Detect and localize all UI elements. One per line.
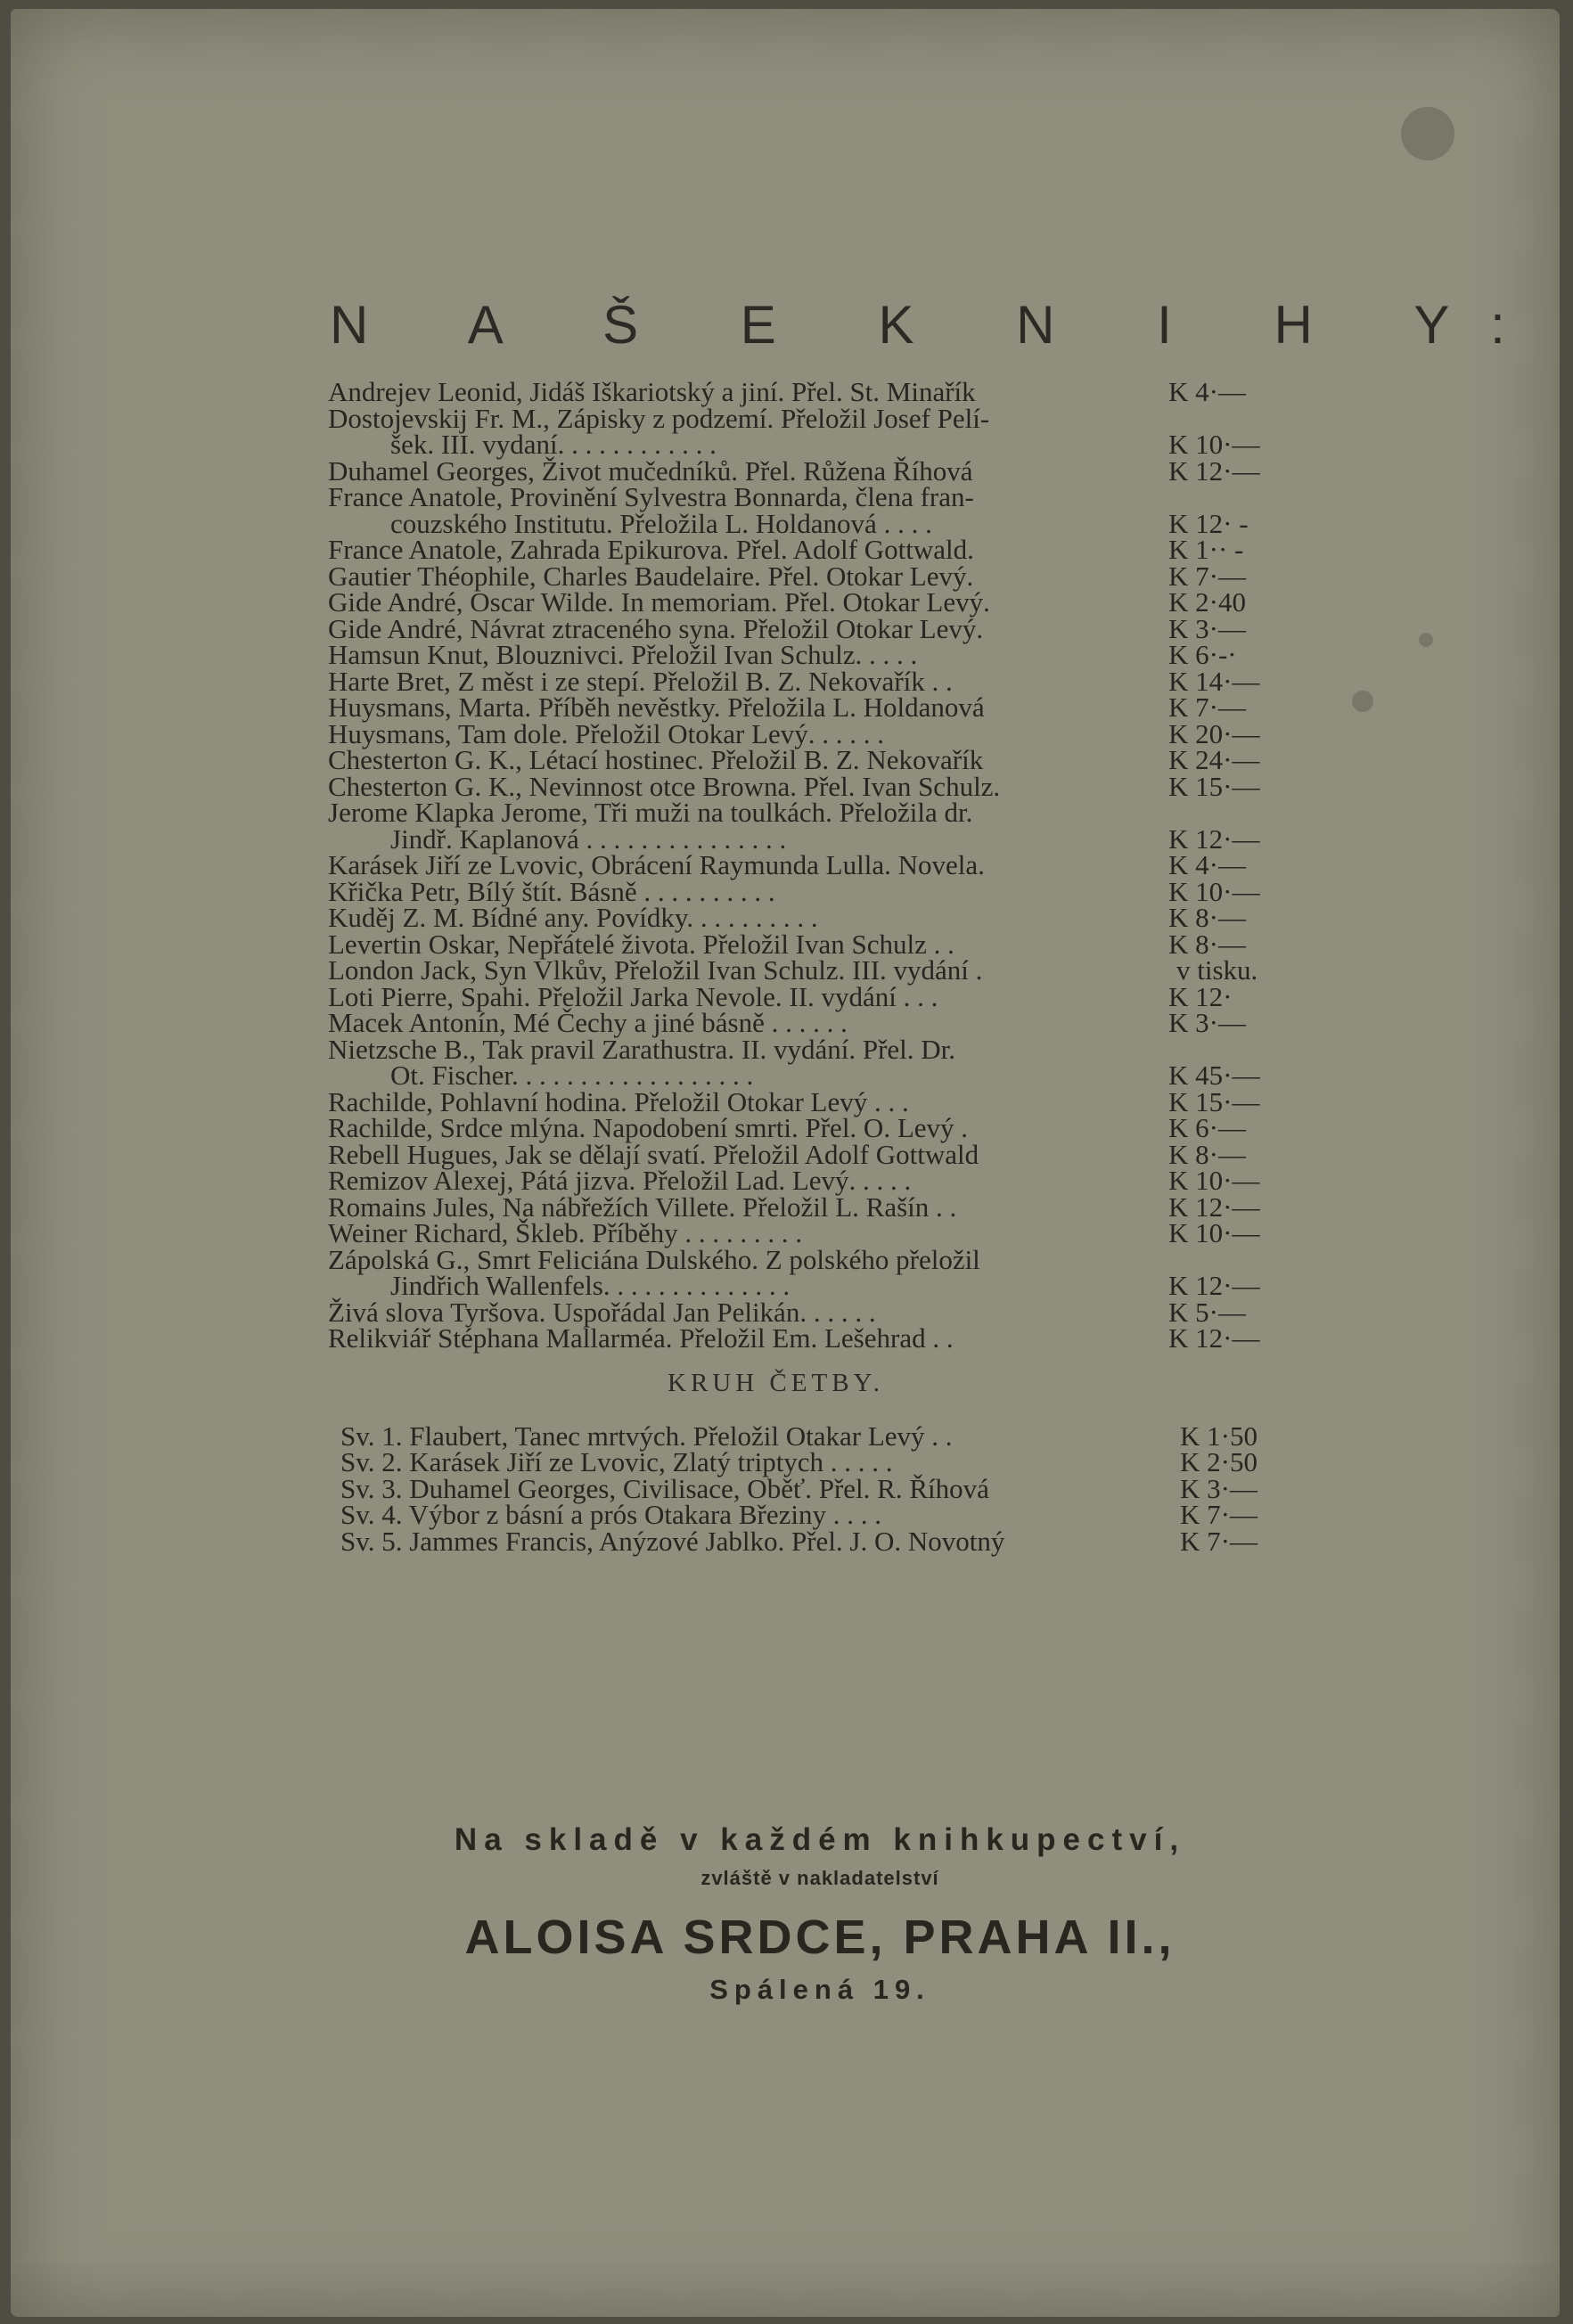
entry-price: K 1·· - xyxy=(1168,534,1244,565)
entry-title: Jindřich Wallenfels. . . . . . . . . . . . . . xyxy=(390,1270,791,1301)
entry-title: Remizov Alexej, Pátá jizva. Přeložil Lad. Levý. . . . . xyxy=(328,1165,912,1196)
entry-price: K 14·— xyxy=(1168,665,1260,697)
entry-price: K 3·— xyxy=(1180,1472,1258,1504)
entry-title: Zápolská G., Smrt Feliciána Dulského. Z polského přeložil xyxy=(328,1243,980,1275)
book-entry xyxy=(328,507,1295,539)
entry-price: K 8·— xyxy=(1168,1138,1246,1170)
entry-price: K 12·— xyxy=(1168,1191,1260,1223)
publisher-footer xyxy=(294,1822,1346,2006)
entry-price: K 4·— xyxy=(1168,849,1246,880)
entry-price: K 45·— xyxy=(1168,1060,1260,1091)
entry-title: Romains Jules, Na nábřežích Villete. Přeložil L. Rašín . . xyxy=(328,1191,957,1223)
entry-title: Karásek Jiří ze Lvovic, Obrácení Raymunda Lulla. Novela. xyxy=(328,849,985,880)
series-entry xyxy=(328,1446,1295,1477)
entry-price: K 10·— xyxy=(1168,429,1260,460)
book-entry xyxy=(328,799,1295,826)
entry-price: K 12·— xyxy=(1168,822,1260,855)
book-entry xyxy=(328,691,1295,723)
entry-price: K 15·— xyxy=(1168,1085,1260,1117)
entry-title: Sv. 5. Jammes Francis, Anýzové Jablko. Přel. J. O. Novotný xyxy=(340,1525,1005,1557)
entry-price: K 10·— xyxy=(1168,875,1260,907)
entry-title: Harte Bret, Z měst i ze stepí. Přeložil B. Z. Nekovařík . . xyxy=(328,665,953,697)
book-entry xyxy=(328,849,1295,880)
entry-title: France Anatole, Zahrada Epikurova. Přel. Adolf Gottwald. xyxy=(328,534,974,565)
book-entry xyxy=(328,586,1295,618)
entry-title: Dostojevskij Fr. M., Zápisky z podzemí. Přeložil Josef Pelí- xyxy=(328,402,990,434)
entry-title: Kuděj Z. M. Bídné any. Povídky. . . . . . . . . . xyxy=(328,902,818,933)
series-entry xyxy=(328,1472,1295,1504)
entry-price: K 6·— xyxy=(1168,1112,1246,1143)
paper-stain xyxy=(1419,633,1433,647)
book-entry xyxy=(328,822,1295,855)
book-entry xyxy=(328,1191,1295,1223)
book-entry xyxy=(328,1033,1295,1065)
entry-price: K 7·— xyxy=(1180,1525,1258,1557)
book-entry xyxy=(328,904,1295,931)
entry-title: Duhamel Georges, Život mučedníků. Přel. Růžena Říhová xyxy=(328,454,973,487)
entry-price: K 15·— xyxy=(1168,770,1260,802)
footer-line-1: Na skladě v každém knihkupectví, xyxy=(454,1822,1186,1857)
book-entry xyxy=(328,1112,1295,1143)
book-entry xyxy=(328,1296,1295,1328)
series-entry xyxy=(328,1420,1295,1452)
book-entry xyxy=(328,717,1295,749)
entry-title: Rebell Hugues, Jak se dělají svatí. Přeložil Adolf Gottwald xyxy=(328,1138,979,1170)
entry-title: Chesterton G. K., Létací hostinec. Přeložil B. Z. Nekovařík xyxy=(328,744,984,775)
book-entry xyxy=(328,560,1295,592)
entry-price: K 7·— xyxy=(1180,1499,1258,1530)
footer-line-2: zvláště v nakladatelství xyxy=(700,1867,939,1889)
entry-title: London Jack, Syn Vlkův, Přeložil Ivan Schulz. III. vydání . xyxy=(328,954,983,986)
book-entry xyxy=(328,980,1295,1012)
book-entry xyxy=(328,1085,1295,1117)
entry-price: K 12· xyxy=(1168,980,1233,1012)
entry-price: K 2·40 xyxy=(1168,586,1246,618)
book-entry xyxy=(328,744,1295,775)
book-entry xyxy=(328,1217,1295,1248)
book-entry xyxy=(328,481,1295,512)
entry-title: Chesterton G. K., Nevinnost otce Browna. Přel. Ivan Schulz. xyxy=(328,770,1001,802)
book-entry xyxy=(328,1243,1295,1275)
entry-title: Huysmans, Marta. Příběh nevěstky. Přeložila L. Holdanová xyxy=(328,691,985,723)
entry-price: K 12·— xyxy=(1168,1322,1260,1354)
entry-title: Andrejev Leonid, Jidáš Iškariotský a jiní. Přel. St. Minařík xyxy=(328,376,976,407)
publisher-name: ALOISA SRDCE, PRAHA II., xyxy=(464,1911,1176,1964)
book-entry xyxy=(328,1138,1295,1170)
entry-title: Huysmans, Tam dole. Přeložil Otokar Levý. . . . . . xyxy=(328,717,885,749)
entry-price: K 10·— xyxy=(1168,1165,1260,1196)
book-list xyxy=(328,376,1295,1557)
paper-stain xyxy=(1352,691,1373,712)
entry-title: Levertin Oskar, Nepřátelé života. Přeložil Ivan Schulz . . xyxy=(328,928,954,960)
entry-title: Jerome Klapka Jerome, Tři muži na toulkách. Přeložila dr. xyxy=(328,797,973,828)
entry-price: K 4·— xyxy=(1168,376,1246,407)
entry-title: Sv. 2. Karásek Jiří ze Lvovic, Zlatý triptych . . . . . xyxy=(340,1446,893,1477)
entry-title: Rachilde, Srdce mlýna. Napodobení smrti. Přel. O. Levý . xyxy=(328,1112,969,1143)
book-entry xyxy=(328,1007,1295,1038)
entry-title: Nietzsche B., Tak pravil Zarathustra. II. vydání. Přel. Dr. xyxy=(328,1033,956,1065)
entry-price: K 7·— xyxy=(1168,560,1246,592)
book-entry xyxy=(328,376,1295,407)
entry-title: Loti Pierre, Spahi. Přeložil Jarka Nevole. II. vydání . . . xyxy=(328,980,938,1012)
page-heading: N A Š E K N I H Y: xyxy=(330,295,1549,355)
entry-title: Ot. Fischer. . . . . . . . . . . . . . . . . . xyxy=(390,1060,754,1091)
series-heading: KRUH ČETBY. xyxy=(668,1368,884,1397)
entry-title: Gide André, Návrat ztraceného syna. Přeložil Otokar Levý. xyxy=(328,612,984,644)
entry-title: Gautier Théophile, Charles Baudelaire. Přel. Otokar Levý. xyxy=(328,560,974,592)
entry-price: K 8·— xyxy=(1168,928,1246,960)
entry-price: K 12·— xyxy=(1168,454,1260,487)
entry-title: Gide André, Oscar Wilde. In memoriam. Přel. Otokar Levý. xyxy=(328,586,990,618)
entry-price: v tisku. xyxy=(1176,954,1258,986)
entry-price: K 12· - xyxy=(1168,507,1249,539)
entry-price: K 12·— xyxy=(1168,1270,1260,1301)
book-entry xyxy=(328,875,1295,907)
entry-price: K 6·-· xyxy=(1168,639,1237,670)
book-entry xyxy=(328,954,1295,986)
entry-price: K 3·— xyxy=(1168,1007,1246,1038)
entry-title: Sv. 3. Duhamel Georges, Civilisace, Oběť. Přel. R. Říhová xyxy=(340,1472,989,1504)
book-entry xyxy=(328,536,1295,563)
entry-title: Křička Petr, Bílý štít. Básně . . . . . . . . . . xyxy=(328,875,775,907)
publisher-address: Spálená 19. xyxy=(709,1974,930,2005)
series-entry xyxy=(328,1499,1295,1530)
entry-title: Živá slova Tyršova. Uspořádal Jan Pelikán. . . . . . xyxy=(328,1296,876,1328)
entry-title: Sv. 1. Flaubert, Tanec mrtvých. Přeložil Otakar Levý . . xyxy=(340,1420,953,1452)
entry-price: K 8·— xyxy=(1168,902,1246,933)
book-entry xyxy=(328,1167,1295,1194)
series-entry xyxy=(328,1525,1295,1557)
book-entry xyxy=(328,665,1295,697)
paper-stain xyxy=(1401,107,1454,160)
entry-title: Jindř. Kaplanová . . . . . . . . . . . . . . . xyxy=(390,822,787,855)
book-entry xyxy=(328,454,1295,487)
book-entry xyxy=(328,928,1295,960)
entry-price: K 20·— xyxy=(1168,717,1260,749)
entry-price: K 2·50 xyxy=(1180,1446,1258,1477)
entry-price: K 3·— xyxy=(1168,612,1246,644)
entry-title: Sv. 4. Výbor z básní a prós Otakara Březiny . . . . xyxy=(340,1499,881,1530)
book-entry xyxy=(328,402,1295,434)
entry-price: K 7·— xyxy=(1168,691,1246,723)
entry-price: K 1·50 xyxy=(1180,1420,1258,1452)
book-entry xyxy=(328,770,1295,802)
entry-title: Weiner Richard, Škleb. Příběhy . . . . . . . . . xyxy=(328,1217,803,1248)
entry-title: Macek Antonín, Mé Čechy a jiné básně . . . . . . xyxy=(328,1007,848,1038)
entry-price: K 10·— xyxy=(1168,1217,1260,1248)
entry-price: K 5·— xyxy=(1168,1296,1246,1328)
book-entry xyxy=(328,1322,1295,1354)
entry-title: Rachilde, Pohlavní hodina. Přeložil Otokar Levý . . . xyxy=(328,1085,909,1117)
entry-price: K 24·— xyxy=(1168,744,1260,775)
book-entry xyxy=(328,612,1295,644)
entry-title: šek. III. vydaní. . . . . . . . . . . . xyxy=(390,429,717,460)
book-entry xyxy=(328,431,1295,458)
entry-title: Relikviář Stéphana Mallarméa. Přeložil Em. Lešehrad . . xyxy=(328,1322,954,1354)
book-entry xyxy=(328,1062,1295,1089)
entry-title: couzského Institutu. Přeložila L. Holdanová . . . . xyxy=(390,507,932,539)
entry-title: France Anatole, Provinění Sylvestra Bonnarda, člena fran- xyxy=(328,481,974,512)
book-entry xyxy=(328,1272,1295,1299)
book-entry xyxy=(328,639,1295,670)
entry-title: Hamsun Knut, Blouznivci. Přeložil Ivan Schulz. . . . . xyxy=(328,639,918,670)
